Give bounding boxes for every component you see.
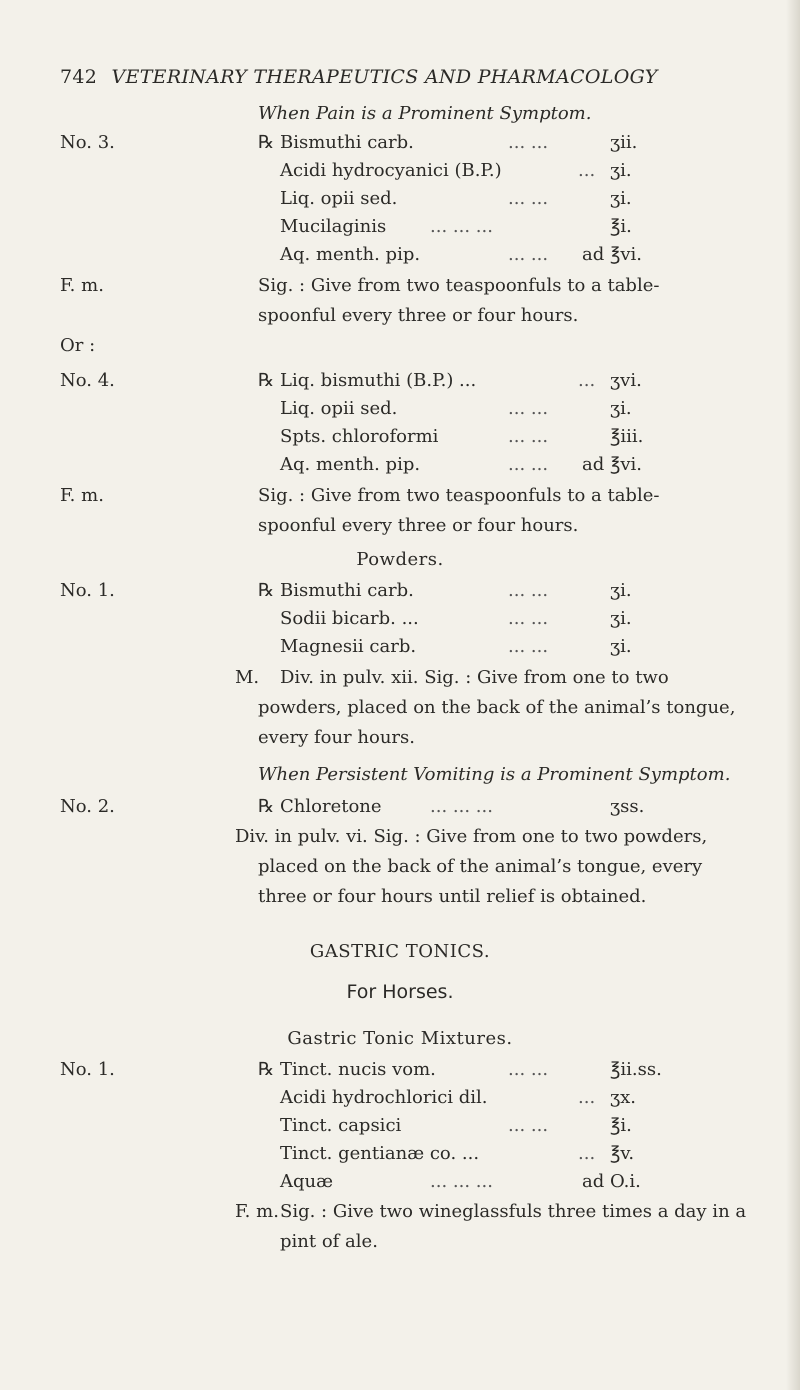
prescription-label-no4: No. 4. xyxy=(60,370,115,391)
ingredient-name: Sodii bicarb. ... xyxy=(280,608,419,629)
leader-dots: ... ... xyxy=(508,454,549,475)
ingredient-dose: ad O.i. xyxy=(582,1171,641,1192)
leader-dots: ... ... xyxy=(508,1059,549,1080)
ingredient-name: Liq. opii sed. xyxy=(280,188,398,209)
directions-text: placed on the back of the animal’s tongue, every xyxy=(258,856,703,877)
leader-dots: ... ... xyxy=(508,132,549,153)
prescription-label-gastric-no1: No. 1. xyxy=(60,1059,115,1080)
ingredient-name: Acidi hydrocyanici (B.P.) xyxy=(280,160,502,181)
subheading-gastric-tonic-mixtures: Gastric Tonic Mixtures. xyxy=(287,1028,513,1049)
formula-label-fm: F. m. xyxy=(235,1201,279,1222)
leader-dots: ... ... xyxy=(508,398,549,419)
signature-text: pint of ale. xyxy=(280,1231,378,1252)
signature-text: Sig. : Give from two teaspoonfuls to a table- xyxy=(258,275,660,296)
leader-dots: ... xyxy=(578,1087,596,1108)
leader-dots: ... ... xyxy=(508,426,549,447)
ingredient-name: Aq. menth. pip. xyxy=(280,454,421,475)
ingredient-name: Aq. menth. pip. xyxy=(280,244,421,265)
prescription-label-no3: No. 3. xyxy=(60,132,115,153)
ingredient-dose: ℥i. xyxy=(610,1115,632,1136)
directions-text: powders, placed on the back of the animal’s tongue, xyxy=(258,697,736,718)
section-heading-vomiting: When Persistent Vomiting is a Prominent Symptom. xyxy=(258,764,731,785)
leader-dots: ... xyxy=(578,160,596,181)
ingredient-dose: ʒi. xyxy=(610,160,632,181)
ingredient-name: Magnesii carb. xyxy=(280,636,417,657)
rx-symbol: ℞ xyxy=(258,580,275,601)
ingredient-name: Chloretone xyxy=(280,796,382,817)
ingredient-dose: ʒx. xyxy=(610,1087,637,1108)
rx-symbol: ℞ xyxy=(258,132,275,153)
ingredient-dose: ʒii. xyxy=(610,132,638,153)
ingredient-dose: ʒi. xyxy=(610,580,632,601)
running-title: VETERINARY THERAPEUTICS AND PHARMACOLOGY xyxy=(111,66,658,88)
section-heading-powders: Powders. xyxy=(356,549,444,570)
formula-label-m: M. xyxy=(235,667,260,688)
ingredient-dose: ad ℥vi. xyxy=(582,244,643,265)
leader-dots: ... ... xyxy=(508,1115,549,1136)
ingredient-dose: ʒi. xyxy=(610,608,632,629)
leader-dots: ... ... ... xyxy=(430,216,493,237)
ingredient-dose: ℥i. xyxy=(610,216,632,237)
ingredient-dose: ℥iii. xyxy=(610,426,644,447)
formula-label-fm: F. m. xyxy=(60,275,104,296)
ingredient-dose: ʒi. xyxy=(610,398,632,419)
leader-dots: ... xyxy=(578,370,596,391)
signature-text: spoonful every three or four hours. xyxy=(258,515,579,536)
ingredient-name: Aquæ xyxy=(280,1171,334,1192)
signature-text: spoonful every three or four hours. xyxy=(258,305,579,326)
leader-dots: ... ... xyxy=(508,608,549,629)
page-edge-shadow xyxy=(786,0,800,1390)
ingredient-dose: ℥ii.ss. xyxy=(610,1059,662,1080)
page-number: 742 xyxy=(60,66,98,88)
page-header xyxy=(60,66,658,88)
leader-dots: ... ... xyxy=(508,244,549,265)
leader-dots: ... ... xyxy=(508,188,549,209)
prescription-label-powder-no1: No. 1. xyxy=(60,580,115,601)
section-heading-gastric-tonics: GASTRIC TONICS. xyxy=(309,941,491,962)
leader-dots: ... ... xyxy=(508,580,549,601)
signature-text: Sig. : Give from two teaspoonfuls to a table- xyxy=(258,485,660,506)
leader-dots: ... ... ... xyxy=(430,796,493,817)
formula-label-fm: F. m. xyxy=(60,485,104,506)
section-heading-pain: When Pain is a Prominent Symptom. xyxy=(258,103,592,124)
ingredient-dose: ʒvi. xyxy=(610,370,642,391)
ingredient-dose: ʒi. xyxy=(610,636,632,657)
directions-text: every four hours. xyxy=(258,727,415,748)
directions-text: Div. in pulv. vi. Sig. : Give from one to two powders, xyxy=(235,826,708,847)
prescription-label-no2: No. 2. xyxy=(60,796,115,817)
ingredient-name: Acidi hydrochlorici dil. xyxy=(280,1087,488,1108)
leader-dots: ... ... ... xyxy=(430,1171,493,1192)
ingredient-name: Mucilaginis xyxy=(280,216,387,237)
leader-dots: ... xyxy=(578,1143,596,1164)
directions-text: three or four hours until relief is obtained. xyxy=(258,886,647,907)
ingredient-name: Tinct. capsici xyxy=(280,1115,402,1136)
directions-text: Div. in pulv. xii. Sig. : Give from one to two xyxy=(280,667,669,688)
ingredient-name: Tinct. nucis vom. xyxy=(280,1059,436,1080)
ingredient-dose: ʒi. xyxy=(610,188,632,209)
rx-symbol: ℞ xyxy=(258,796,275,817)
rx-symbol: ℞ xyxy=(258,1059,275,1080)
ingredient-name: Bismuthi carb. xyxy=(280,132,414,153)
ingredient-name: Liq. opii sed. xyxy=(280,398,398,419)
ingredient-name: Spts. chloroformi xyxy=(280,426,439,447)
subheading-for-horses: For Horses. xyxy=(346,981,454,1003)
rx-symbol: ℞ xyxy=(258,370,275,391)
ingredient-name: Bismuthi carb. xyxy=(280,580,414,601)
or-connector: Or : xyxy=(60,335,96,356)
ingredient-name: Liq. bismuthi (B.P.) ... xyxy=(280,370,477,391)
ingredient-name: Tinct. gentianæ co. ... xyxy=(280,1143,480,1164)
signature-text: Sig. : Give two wineglassfuls three times a day in a xyxy=(280,1201,747,1222)
ingredient-dose: ʒss. xyxy=(610,796,645,817)
ingredient-dose: ℥v. xyxy=(610,1143,635,1164)
ingredient-dose: ad ℥vi. xyxy=(582,454,643,475)
leader-dots: ... ... xyxy=(508,636,549,657)
